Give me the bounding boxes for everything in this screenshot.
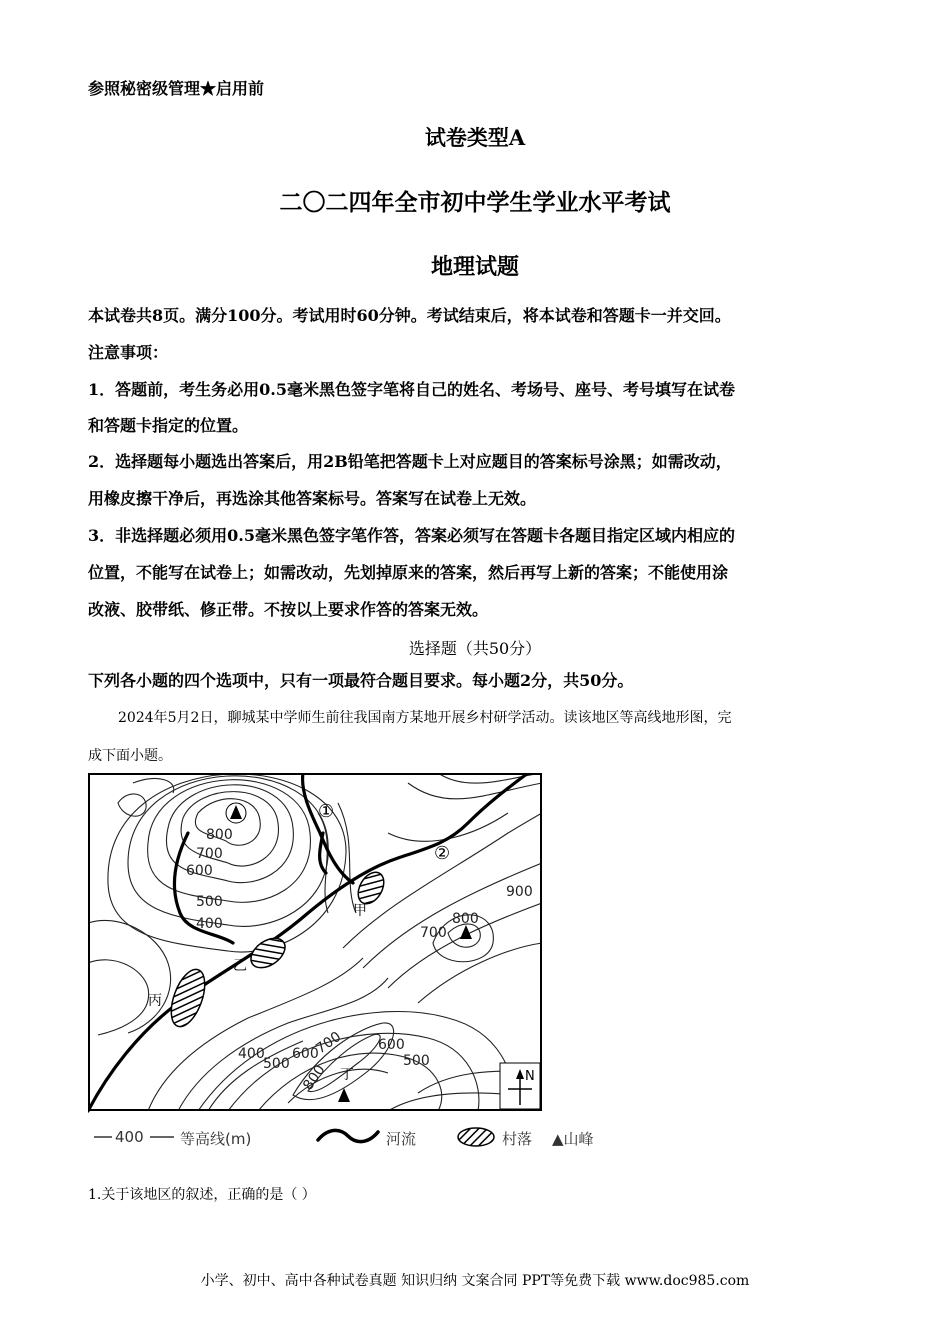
svg-text:500: 500 bbox=[196, 894, 223, 910]
svg-text:600: 600 bbox=[292, 1046, 319, 1062]
notice-line: 2．选择题每小题选出答案后，用2B铅笔把答题卡上对应题目的答案标号涂黑；如需改动， bbox=[88, 452, 732, 471]
svg-text:丁: 丁 bbox=[340, 1067, 354, 1083]
legend-contour-value: 400 bbox=[115, 1128, 144, 1146]
village-yi bbox=[246, 932, 291, 973]
svg-text:甲: 甲 bbox=[353, 903, 367, 919]
map-legend bbox=[92, 1124, 632, 1150]
svg-text:600: 600 bbox=[378, 1037, 405, 1053]
paper-type: 试卷类型A bbox=[424, 125, 526, 150]
footer: 小学、初中、高中各种试卷真题 知识归纳 文案合同 PPT等免费下载 www.doc985.com bbox=[200, 1273, 750, 1289]
passage-line: 2024年5月2日，聊城某中学师生前往我国南方某地开展乡村研学活动。读该地区等高线地形图，完 bbox=[118, 710, 732, 726]
village-bing bbox=[165, 965, 212, 1031]
subject-title: 地理试题 bbox=[430, 254, 519, 280]
notice-line: 改液、胶带纸、修正带。不按以上要求作答的答案无效。 bbox=[88, 600, 489, 619]
peak-icon bbox=[460, 925, 472, 939]
legend-contour: 等高线(m) bbox=[180, 1130, 252, 1148]
svg-text:800: 800 bbox=[300, 1062, 329, 1094]
svg-text:800: 800 bbox=[452, 911, 479, 927]
svg-text:400: 400 bbox=[238, 1046, 265, 1062]
notice-line: 和答题卡指定的位置。 bbox=[88, 416, 249, 435]
contour-map bbox=[88, 773, 542, 1117]
svg-text:400: 400 bbox=[196, 916, 223, 932]
svg-text:500: 500 bbox=[403, 1053, 430, 1069]
village-legend-icon bbox=[458, 1128, 494, 1146]
notice-line: 位置，不能写在试卷上；如需改动，先划掉原来的答案，然后再写上新的答案；不能使用涂 bbox=[88, 563, 729, 582]
river-legend-icon bbox=[318, 1130, 378, 1141]
question-1: 1.关于该地区的叙述，正确的是（ ） bbox=[88, 1187, 316, 1203]
legend-village: 村落 bbox=[502, 1130, 533, 1148]
svg-text:700: 700 bbox=[313, 1028, 345, 1058]
river-labels bbox=[318, 801, 450, 864]
legend-peak: ▲山峰 bbox=[552, 1130, 594, 1148]
notice-line: 用橡皮擦干净后，再选涂其他答案标号。答案写在试卷上无效。 bbox=[88, 489, 537, 508]
svg-text:600: 600 bbox=[186, 863, 213, 879]
svg-text:①: ① bbox=[318, 801, 335, 822]
svg-text:丙: 丙 bbox=[148, 993, 162, 1009]
passage-line: 成下面小题。 bbox=[88, 748, 172, 764]
intro-text: 本试卷共8页。满分100分。考试用时60分钟。考试结束后，将本试卷和答题卡一并交回。 bbox=[88, 306, 731, 325]
svg-text:700: 700 bbox=[420, 925, 447, 941]
north-arrow bbox=[500, 1063, 540, 1109]
svg-text:500: 500 bbox=[263, 1056, 290, 1072]
notice-line: 3．非选择题必须用0.5毫米黑色签字笔作答，答案必须写在答题卡各题目指定区域内相应的 bbox=[88, 526, 735, 545]
river-1 bbox=[303, 773, 353, 883]
svg-text:700: 700 bbox=[196, 846, 223, 862]
notice-title: 注意事项： bbox=[88, 343, 169, 362]
svg-text:900: 900 bbox=[506, 884, 533, 900]
section-instruction: 下列各小题的四个选项中，只有一项最符合题目要求。每小题2分，共50分。 bbox=[88, 671, 634, 690]
legend-river: 河流 bbox=[386, 1130, 417, 1148]
section-title: 选择题（共50分） bbox=[408, 639, 542, 658]
svg-text:乙: 乙 bbox=[233, 958, 247, 974]
secret-level: 参照秘密级管理★启用前 bbox=[88, 79, 265, 98]
svg-text:800: 800 bbox=[206, 827, 233, 843]
svg-text:②: ② bbox=[434, 843, 451, 864]
exam-title: 二〇二四年全市初中学生学业水平考试 bbox=[279, 189, 671, 216]
svg-text:N: N bbox=[525, 1069, 535, 1084]
notice-line: 1．答题前，考生务必用0.5毫米黑色签字笔将自己的姓名、考场号、座号、考号填写在试卷 bbox=[88, 380, 735, 399]
